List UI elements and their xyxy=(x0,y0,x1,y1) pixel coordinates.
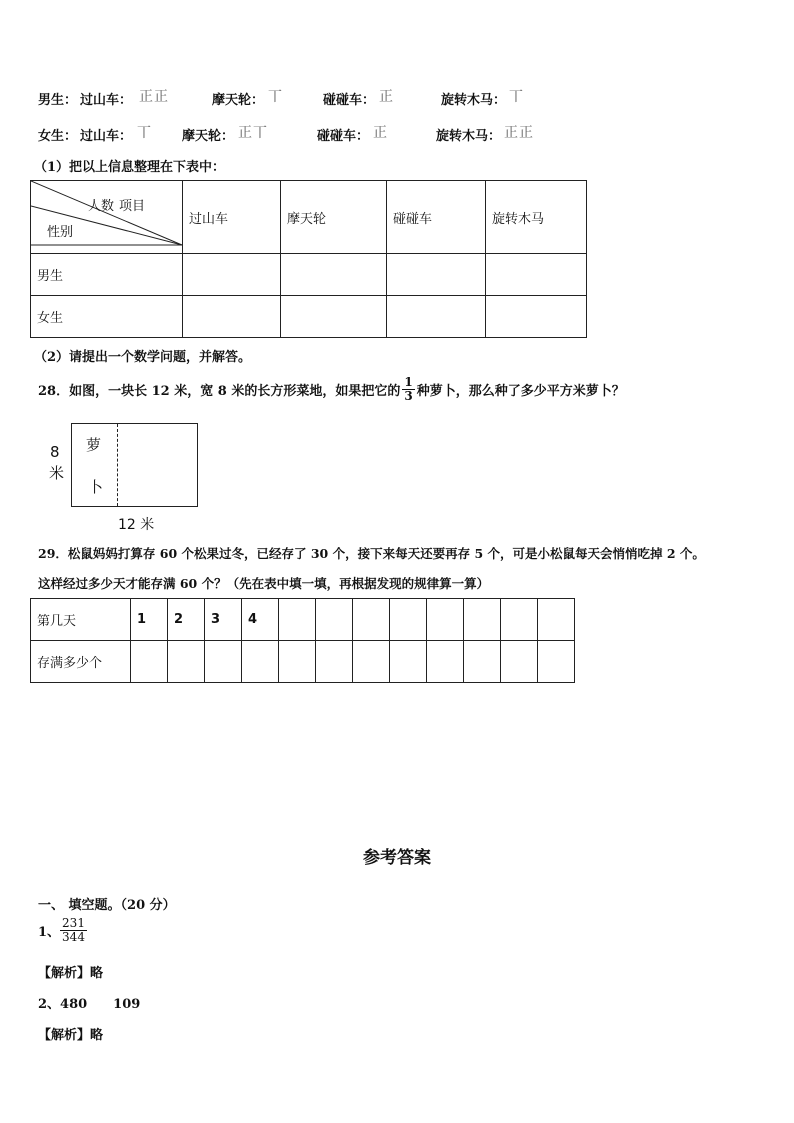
tally-girls-mark-ferris: 正丅 xyxy=(238,125,268,141)
tally-boys-item-coaster: 过山车： xyxy=(80,93,133,108)
cell-boys-coaster[interactable] xyxy=(183,254,281,296)
q29-day-cell: 4 xyxy=(242,599,279,641)
q28-dashed-divider xyxy=(117,424,118,506)
cell-girls-ferris[interactable] xyxy=(281,296,387,338)
answer-1-analysis: 【解析】略 xyxy=(38,966,104,981)
q29-count-cell[interactable] xyxy=(205,641,242,683)
q29-day-cell: 2 xyxy=(168,599,205,641)
q29-day-cell[interactable] xyxy=(538,599,575,641)
answer-1-num: 231 xyxy=(62,916,85,930)
answer-2-analysis: 【解析】略 xyxy=(38,1028,104,1043)
tally-girls-item-ferris: 摩天轮： xyxy=(182,129,235,144)
cell-boys-carousel[interactable] xyxy=(486,254,587,296)
q29-count-cell[interactable] xyxy=(427,641,464,683)
q29-row-label-count: 存满多少个 xyxy=(31,641,131,683)
answers-title: 参考答案 xyxy=(363,848,431,868)
row-header-boys: 男生 xyxy=(31,254,183,296)
q28-side-label-top: 8 xyxy=(50,443,60,461)
q29-day-cell[interactable] xyxy=(464,599,501,641)
q29-count-cell[interactable] xyxy=(131,641,168,683)
tally-boys-label: 男生： xyxy=(38,93,78,108)
q28-side-label-bottom: 米 xyxy=(49,464,65,482)
answer-2: 2、480 109 xyxy=(38,997,141,1012)
q28-rectangle xyxy=(71,423,198,507)
tally-girls-label: 女生： xyxy=(38,129,78,144)
q29-day-cell: 1 xyxy=(131,599,168,641)
q28-question xyxy=(38,376,625,402)
q29-count-cell[interactable] xyxy=(501,641,538,683)
tally-girls-item-coaster: 过山车： xyxy=(80,129,133,144)
q29-line2: 这样经过多少天才能存满 60 个？（先在表中填一填，再根据发现的规律算一算） xyxy=(38,576,490,591)
q29-line1: 29．松鼠妈妈打算存 60 个松果过冬，已经存了 30 个，接下来每天还要再存 5 个，可是小松鼠每天会悄悄吃掉 2 个。 xyxy=(38,546,705,561)
q28-text-before: 28．如图，一块长 12 米，宽 8 米的长方形菜地，如果把它的 xyxy=(38,383,401,399)
q28-frac-den: 3 xyxy=(404,388,413,403)
answer-1 xyxy=(38,917,87,943)
tally-boys-mark-carousel: 丅 xyxy=(509,89,524,105)
tally-boys-mark-coaster: 正正 xyxy=(139,89,169,105)
col-header-ferris: 摩天轮 xyxy=(281,181,387,254)
q27-part2-text: （2）请提出一个数学问题，并解答。 xyxy=(34,350,252,365)
cell-boys-bumper[interactable] xyxy=(387,254,486,296)
col-header-bumper: 碰碰车 xyxy=(387,181,486,254)
q27-diagonal-header-cell xyxy=(31,181,183,254)
q28-fraction xyxy=(402,376,414,402)
q28-inner-top: 萝 xyxy=(86,436,102,454)
diag-label-item: 项目 xyxy=(119,199,146,214)
answer-1-fraction xyxy=(60,917,87,943)
col-header-carousel: 旋转木马 xyxy=(486,181,587,254)
tally-girls-mark-coaster: 丅 xyxy=(137,125,152,141)
q28-inner-bottom: 卜 xyxy=(88,478,104,496)
q29-count-cell[interactable] xyxy=(168,641,205,683)
q28-bottom-label: 12 米 xyxy=(118,517,155,533)
q29-day-cell[interactable] xyxy=(353,599,390,641)
q29-day-cell: 3 xyxy=(205,599,242,641)
q29-count-cell[interactable] xyxy=(464,641,501,683)
q27-tally-table xyxy=(30,180,587,338)
diag-label-people: 人数 xyxy=(88,199,115,214)
q29-day-cell[interactable] xyxy=(427,599,464,641)
tally-boys-item-bumper: 碰碰车： xyxy=(323,93,376,108)
q29-day-cell[interactable] xyxy=(316,599,353,641)
q29-day-cell[interactable] xyxy=(279,599,316,641)
tally-girls-item-bumper: 碰碰车： xyxy=(317,129,370,144)
col-header-coaster: 过山车 xyxy=(183,181,281,254)
q29-row-label-day: 第几天 xyxy=(31,599,131,641)
row-header-girls: 女生 xyxy=(31,296,183,338)
q29-count-cell[interactable] xyxy=(353,641,390,683)
tally-boys-mark-bumper: 正 xyxy=(379,89,394,105)
diagonal-lines xyxy=(31,181,183,254)
q28-text-after: 种萝卜，那么种了多少平方米萝卜？ xyxy=(416,383,625,399)
cell-girls-coaster[interactable] xyxy=(183,296,281,338)
q29-day-cell[interactable] xyxy=(390,599,427,641)
q29-count-cell[interactable] xyxy=(242,641,279,683)
cell-boys-ferris[interactable] xyxy=(281,254,387,296)
tally-girls-mark-bumper: 正 xyxy=(373,125,388,141)
q29-count-cell[interactable] xyxy=(279,641,316,683)
answers-section1: 一、 填空题。（20 分） xyxy=(38,898,176,913)
tally-boys-item-carousel: 旋转木马： xyxy=(441,93,507,108)
q27-part1-text: （1）把以上信息整理在下表中： xyxy=(34,160,226,175)
cell-girls-carousel[interactable] xyxy=(486,296,587,338)
q29-count-cell[interactable] xyxy=(538,641,575,683)
q29-day-cell[interactable] xyxy=(501,599,538,641)
tally-girls-item-carousel: 旋转木马： xyxy=(436,129,502,144)
tally-boys-item-ferris: 摩天轮： xyxy=(212,93,265,108)
answer-1-prefix: 1、 xyxy=(38,924,61,940)
q29-count-cell[interactable] xyxy=(390,641,427,683)
q28-frac-num: 1 xyxy=(404,375,413,389)
tally-boys-mark-ferris: 丅 xyxy=(268,89,283,105)
answer-1-den: 344 xyxy=(62,929,85,944)
diag-label-gender: 性别 xyxy=(47,225,74,240)
tally-girls-mark-carousel: 正正 xyxy=(504,125,534,141)
cell-girls-bumper[interactable] xyxy=(387,296,486,338)
q29-count-cell[interactable] xyxy=(316,641,353,683)
q29-table xyxy=(30,598,575,683)
